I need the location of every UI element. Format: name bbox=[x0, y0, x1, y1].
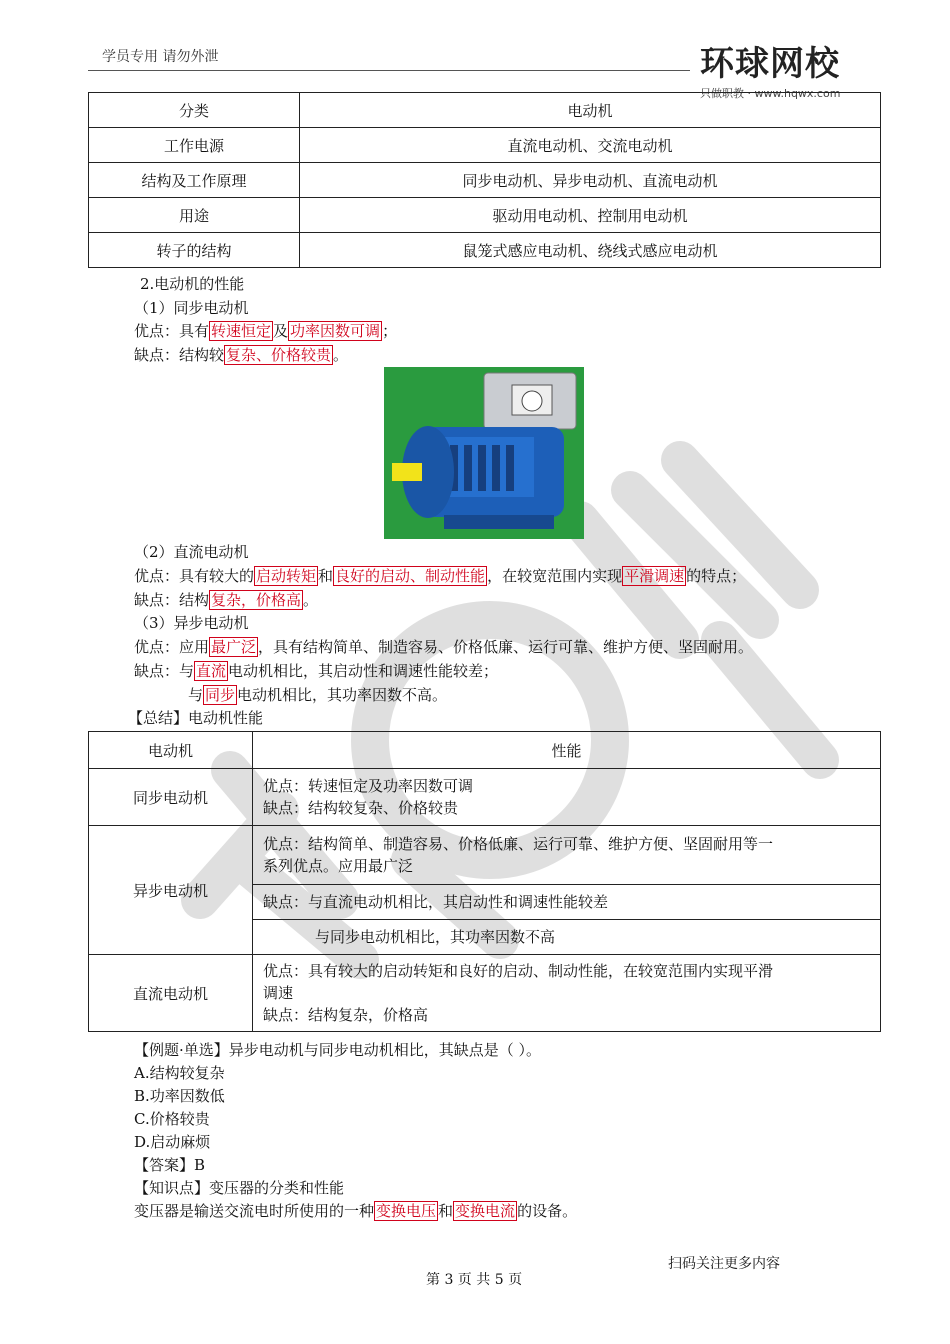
table-row bbox=[89, 198, 881, 233]
table-cell: 优点：具有较大的启动转矩和良好的启动、制动性能，在较宽范围内实现平滑 调速 缺点：结构复杂，价格高 bbox=[253, 955, 881, 1032]
table-cell: 转子的结构 bbox=[89, 233, 300, 268]
highlight: 复杂，价格高 bbox=[211, 591, 302, 609]
highlight: 直流 bbox=[196, 662, 227, 680]
summary-title: 【总结】电动机性能 bbox=[128, 709, 264, 727]
example-question: 【例题·单选】异步电动机与同步电动机相比，其缺点是（ ）。 bbox=[134, 1041, 542, 1059]
option-d: D.启动麻烦 bbox=[134, 1133, 211, 1151]
async-cons-1: 缺点：与 直流 电动机相比，其启动性和调速性能较差； bbox=[134, 662, 499, 680]
synchronous-motor-image bbox=[384, 367, 584, 539]
table-cell: 同步电动机 bbox=[89, 769, 253, 826]
logo bbox=[700, 36, 880, 100]
sync-pros: 优点：具有 转速恒定 及 功率因数可调 ； bbox=[134, 322, 398, 340]
table-row bbox=[89, 163, 881, 198]
sync-title: （1）同步电动机 bbox=[134, 299, 249, 317]
table-row bbox=[89, 826, 881, 885]
highlight: 变换电压 bbox=[376, 1202, 437, 1220]
header-note: 学员专用 请勿外泄 bbox=[102, 49, 219, 65]
table-header-row bbox=[89, 93, 881, 128]
highlight: 转速恒定 bbox=[211, 322, 272, 340]
highlight: 功率因数可调 bbox=[290, 322, 381, 340]
highlight: 平滑调速 bbox=[624, 567, 685, 585]
qr-note: 扫码关注更多内容 bbox=[668, 1256, 780, 1272]
table-row bbox=[89, 233, 881, 268]
table-row bbox=[89, 128, 881, 163]
table-cell: 缺点：与直流电动机相比，其启动性和调速性能较差 bbox=[253, 885, 881, 920]
section-title: 2.电动机的性能 bbox=[140, 275, 245, 293]
logo-sub-text: 只做职教 · www.hqwx.com bbox=[700, 87, 841, 100]
highlight: 启动转矩 bbox=[256, 567, 317, 585]
table-header-cell: 性能 bbox=[253, 732, 881, 769]
dc-title: （2）直流电动机 bbox=[134, 543, 249, 561]
motor-performance-table bbox=[88, 731, 881, 1032]
table-header-row bbox=[89, 732, 881, 769]
table-row bbox=[89, 955, 881, 1032]
table-row bbox=[89, 769, 881, 826]
page-number: 第 3 页 共 5 页 bbox=[426, 1272, 523, 1288]
highlight: 最广泛 bbox=[211, 638, 257, 656]
table-cell: 同步电动机、异步电动机、直流电动机 bbox=[300, 163, 881, 198]
motor-classification-table bbox=[88, 92, 881, 268]
knowledge-point: 【知识点】变压器的分类和性能 bbox=[134, 1179, 345, 1197]
table-cell: 驱动用电动机、控制用电动机 bbox=[300, 198, 881, 233]
highlight: 良好的启动、制动性能 bbox=[335, 567, 486, 585]
table-cell: 用途 bbox=[89, 198, 300, 233]
option-c: C.价格较贵 bbox=[134, 1110, 210, 1128]
table-cell: 异步电动机 bbox=[89, 826, 253, 955]
highlight: 变换电流 bbox=[455, 1202, 516, 1220]
table-header-cell: 电动机 bbox=[89, 732, 253, 769]
async-title: （3）异步电动机 bbox=[134, 614, 249, 632]
table-header-cell: 分类 bbox=[89, 93, 300, 128]
table-cell: 优点：转速恒定及功率因数可调 缺点：结构较复杂、价格较贵 bbox=[253, 769, 881, 826]
async-cons-2: 与 同步 电动机相比，其功率因数不高。 bbox=[188, 686, 448, 704]
table-header-cell: 电动机 bbox=[300, 93, 881, 128]
sync-cons: 缺点：结构较 复杂、价格较贵 。 bbox=[134, 346, 349, 364]
logo-main-text: 环球网校 bbox=[700, 44, 840, 84]
table-cell: 直流电动机、交流电动机 bbox=[300, 128, 881, 163]
table-cell: 结构及工作原理 bbox=[89, 163, 300, 198]
highlight: 复杂、价格较贵 bbox=[226, 346, 332, 364]
table-cell: 鼠笼式感应电动机、绕线式感应电动机 bbox=[300, 233, 881, 268]
answer: 【答案】B bbox=[134, 1156, 206, 1174]
dc-pros: 优点：具有较大的 启动转矩 和 良好的启动、制动性能 ，在较宽范围内实现 平滑调速 的特点； bbox=[134, 567, 747, 585]
table-cell: 优点：结构简单、制造容易、价格低廉、运行可靠、维护方便、坚固耐用等一 系列优点。应用最广泛 bbox=[253, 826, 881, 885]
dc-cons: 缺点：结构 复杂，价格高 。 bbox=[134, 591, 319, 609]
table-cell: 与同步电动机相比，其功率因数不高 bbox=[253, 920, 881, 955]
header-rule bbox=[88, 70, 690, 71]
async-pros: 优点：应用 最广泛 ，具有结构简单、制造容易、价格低廉、运行可靠、维护方便、坚固耐用。 bbox=[134, 638, 754, 656]
option-b: B.功率因数低 bbox=[134, 1087, 225, 1105]
table-cell: 直流电动机 bbox=[89, 955, 253, 1032]
table-cell: 工作电源 bbox=[89, 128, 300, 163]
option-a: A.结构较复杂 bbox=[134, 1064, 225, 1082]
highlight: 同步 bbox=[205, 686, 236, 704]
transformer-definition: 变压器是输送交流电时所使用的一种 变换电压 和 变换电流 的设备。 bbox=[134, 1202, 578, 1220]
